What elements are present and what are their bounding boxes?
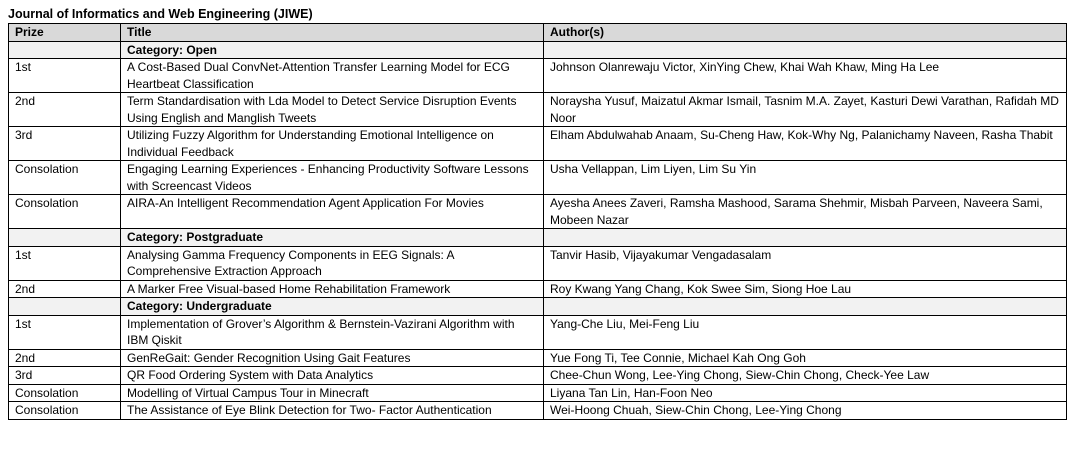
table-row bbox=[9, 161, 1067, 195]
category-empty-cell bbox=[544, 298, 1067, 316]
authors-cell: Usha Vellappan, Lim Liyen, Lim Su Yin bbox=[544, 161, 1067, 195]
table-row bbox=[9, 349, 1067, 367]
prize-cell: 2nd bbox=[9, 349, 121, 367]
header-prize: Prize bbox=[9, 24, 121, 42]
table-body bbox=[9, 41, 1067, 419]
title-cell: Engaging Learning Experiences - Enhancing Productivity Software Lessons with Screencast Videos bbox=[121, 161, 544, 195]
prize-cell: 1st bbox=[9, 315, 121, 349]
table-row bbox=[9, 315, 1067, 349]
category-empty-cell bbox=[9, 41, 121, 59]
title-cell: Modelling of Virtual Campus Tour in Minecraft bbox=[121, 384, 544, 402]
title-cell: A Marker Free Visual-based Home Rehabilitation Framework bbox=[121, 280, 544, 298]
table-row bbox=[9, 93, 1067, 127]
authors-cell: Yue Fong Ti, Tee Connie, Michael Kah Ong Goh bbox=[544, 349, 1067, 367]
category-empty-cell bbox=[544, 229, 1067, 247]
document-title: Journal of Informatics and Web Engineering (JIWE) bbox=[8, 7, 313, 21]
prize-cell: Consolation bbox=[9, 402, 121, 420]
prize-cell: 3rd bbox=[9, 127, 121, 161]
table-row bbox=[9, 384, 1067, 402]
table-row bbox=[9, 127, 1067, 161]
authors-cell: Ayesha Anees Zaveri, Ramsha Mashood, Sarama Shehmir, Misbah Parveen, Naveera Sami, Mobeen Nazar bbox=[544, 195, 1067, 229]
title-cell: GenReGait: Gender Recognition Using Gait Features bbox=[121, 349, 544, 367]
category-label: Category: Undergraduate bbox=[121, 298, 544, 316]
title-cell: A Cost-Based Dual ConvNet-Attention Transfer Learning Model for ECG Heartbeat Classification bbox=[121, 59, 544, 93]
header-title: Title bbox=[121, 24, 544, 42]
authors-cell: Roy Kwang Yang Chang, Kok Swee Sim, Siong Hoe Lau bbox=[544, 280, 1067, 298]
prize-cell: Consolation bbox=[9, 195, 121, 229]
prize-cell: 1st bbox=[9, 246, 121, 280]
table-row bbox=[9, 280, 1067, 298]
category-empty-cell bbox=[544, 41, 1067, 59]
category-label: Category: Postgraduate bbox=[121, 229, 544, 247]
authors-cell: Yang-Che Liu, Mei-Feng Liu bbox=[544, 315, 1067, 349]
authors-cell: Noraysha Yusuf, Maizatul Akmar Ismail, Tasnim M.A. Zayet, Kasturi Dewi Varathan, Rafidah MD Noor bbox=[544, 93, 1067, 127]
category-label: Category: Open bbox=[121, 41, 544, 59]
title-cell: Utilizing Fuzzy Algorithm for Understanding Emotional Intelligence on Individual Feedback bbox=[121, 127, 544, 161]
header-authors: Author(s) bbox=[544, 24, 1067, 42]
category-row bbox=[9, 41, 1067, 59]
prize-cell: 2nd bbox=[9, 280, 121, 298]
category-empty-cell bbox=[9, 229, 121, 247]
prize-cell: 3rd bbox=[9, 367, 121, 385]
authors-cell: Chee-Chun Wong, Lee-Ying Chong, Siew-Chin Chong, Check-Yee Law bbox=[544, 367, 1067, 385]
authors-cell: Johnson Olanrewaju Victor, XinYing Chew, Khai Wah Khaw, Ming Ha Lee bbox=[544, 59, 1067, 93]
table-row bbox=[9, 59, 1067, 93]
authors-cell: Liyana Tan Lin, Han-Foon Neo bbox=[544, 384, 1067, 402]
title-cell: QR Food Ordering System with Data Analytics bbox=[121, 367, 544, 385]
table-row bbox=[9, 402, 1067, 420]
prize-cell: 1st bbox=[9, 59, 121, 93]
prize-cell: Consolation bbox=[9, 384, 121, 402]
authors-cell: Wei-Hoong Chuah, Siew-Chin Chong, Lee-Ying Chong bbox=[544, 402, 1067, 420]
authors-cell: Tanvir Hasib, Vijayakumar Vengadasalam bbox=[544, 246, 1067, 280]
table-row bbox=[9, 246, 1067, 280]
category-row bbox=[9, 298, 1067, 316]
title-cell: AIRA-An Intelligent Recommendation Agent Application For Movies bbox=[121, 195, 544, 229]
category-row bbox=[9, 229, 1067, 247]
prize-cell: Consolation bbox=[9, 161, 121, 195]
category-empty-cell bbox=[9, 298, 121, 316]
title-cell: The Assistance of Eye Blink Detection for Two- Factor Authentication bbox=[121, 402, 544, 420]
table-row bbox=[9, 367, 1067, 385]
table-row bbox=[9, 195, 1067, 229]
authors-cell: Elham Abdulwahab Anaam, Su-Cheng Haw, Kok-Why Ng, Palanichamy Naveen, Rasha Thabit bbox=[544, 127, 1067, 161]
title-cell: Term Standardisation with Lda Model to Detect Service Disruption Events Using English and Manglish Tweets bbox=[121, 93, 544, 127]
title-cell: Implementation of Grover’s Algorithm & Bernstein-Vazirani Algorithm with IBM Qiskit bbox=[121, 315, 544, 349]
title-cell: Analysing Gamma Frequency Components in EEG Signals: A Comprehensive Extraction Approach bbox=[121, 246, 544, 280]
header-row bbox=[9, 24, 1067, 42]
awards-table bbox=[8, 23, 1067, 420]
prize-cell: 2nd bbox=[9, 93, 121, 127]
